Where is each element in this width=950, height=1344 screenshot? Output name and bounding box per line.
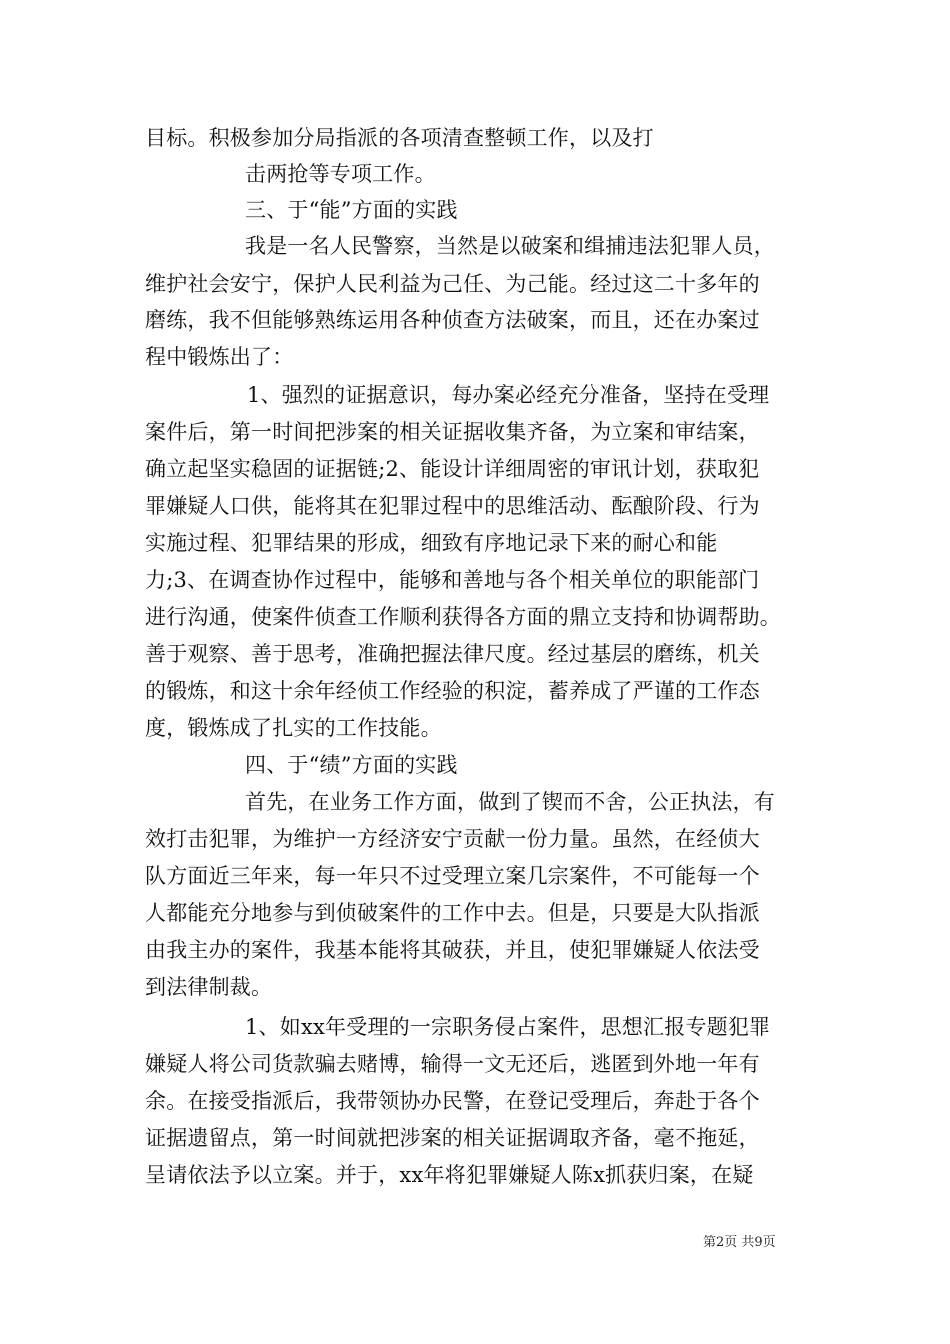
text-line: 磨练，我不但能够熟练运用各种侦查方法破案，而且，还在办案过: [145, 308, 760, 332]
page-number-footer: 第2页 共9页: [703, 1235, 776, 1250]
text-line: 由我主办的案件，我基本能将其破获，并且，使犯罪嫌疑人依法受: [145, 938, 760, 962]
text-line: 1、如xx年受理的一宗职务侵占案件，思想汇报专题犯罪: [245, 1015, 771, 1039]
text-line: 击两抢等专项工作。: [245, 162, 436, 186]
text-line: 善于观察、善于思考，准确把握法律尺度。经过基层的磨练，机关: [145, 642, 760, 666]
text-line: 的锻炼，和这十余年经侦工作经验的积淀，蓄养成了严谨的工作态: [145, 679, 760, 703]
text-line: 1、强烈的证据意识，每办案必经充分准备，坚持在受理: [247, 383, 770, 407]
text-line: 队方面近三年来，每一年只不过受理立案几宗案件，不可能每一个: [145, 864, 760, 888]
text-line: 人都能充分地参与到侦破案件的工作中去。但是，只要是大队指派: [145, 901, 760, 925]
text-line: 效打击犯罪，为维护一方经济安宁贡献一份力量。虽然，在经侦大: [145, 827, 760, 851]
text-line: 嫌疑人将公司货款骗去赌博，输得一文无还后，逃匿到外地一年有: [145, 1052, 760, 1076]
text-line: 首先，在业务工作方面，做到了锲而不舍，公正执法，有: [245, 790, 775, 814]
text-line: 进行沟通，使案件侦查工作顺利获得各方面的鼎立支持和协调帮助。: [145, 605, 781, 629]
text-line: 目标。积极参加分局指派的各项清查整顿工作，以及打: [145, 126, 654, 150]
text-line: 度，锻炼成了扎实的工作技能。: [145, 716, 442, 740]
section-heading: 四、于“绩”方面的实践: [245, 753, 458, 777]
text-line: 力;3、在调查协作过程中，能够和善地与各个相关单位的职能部门: [145, 568, 760, 592]
text-line: 程中锻炼出了：: [145, 345, 294, 369]
text-line: 证据遗留点，第一时间就把涉案的相关证据调取齐备，毫不拖延，: [145, 1126, 760, 1150]
text-line: 维护社会安宁，保护人民利益为己任、为己能。经过这二十多年的: [145, 272, 760, 296]
section-heading: 三、于“能”方面的实践: [245, 198, 458, 222]
text-line: 确立起坚实稳固的证据链;2、能设计详细周密的审讯计划，获取犯: [145, 457, 760, 481]
text-line: 呈请依法予以立案。并于，xx年将犯罪嫌疑人陈x抓获归案，在疑: [145, 1163, 754, 1187]
text-line: 罪嫌疑人口供，能将其在犯罪过程中的思维活动、酝酿阶段、行为: [145, 494, 760, 518]
text-line: 余。在接受指派后，我带领协办民警，在登记受理后，奔赴于各个: [145, 1089, 760, 1113]
text-line: 我是一名人民警察，当然是以破案和缉捕违法犯罪人员，: [245, 234, 775, 258]
text-line: 案件后，第一时间把涉案的相关证据收集齐备，为立案和审结案，: [145, 420, 760, 444]
text-line: 到法律制裁。: [145, 975, 273, 999]
text-line: 实施过程、犯罪结果的形成，细致有序地记录下来的耐心和能: [145, 531, 718, 555]
